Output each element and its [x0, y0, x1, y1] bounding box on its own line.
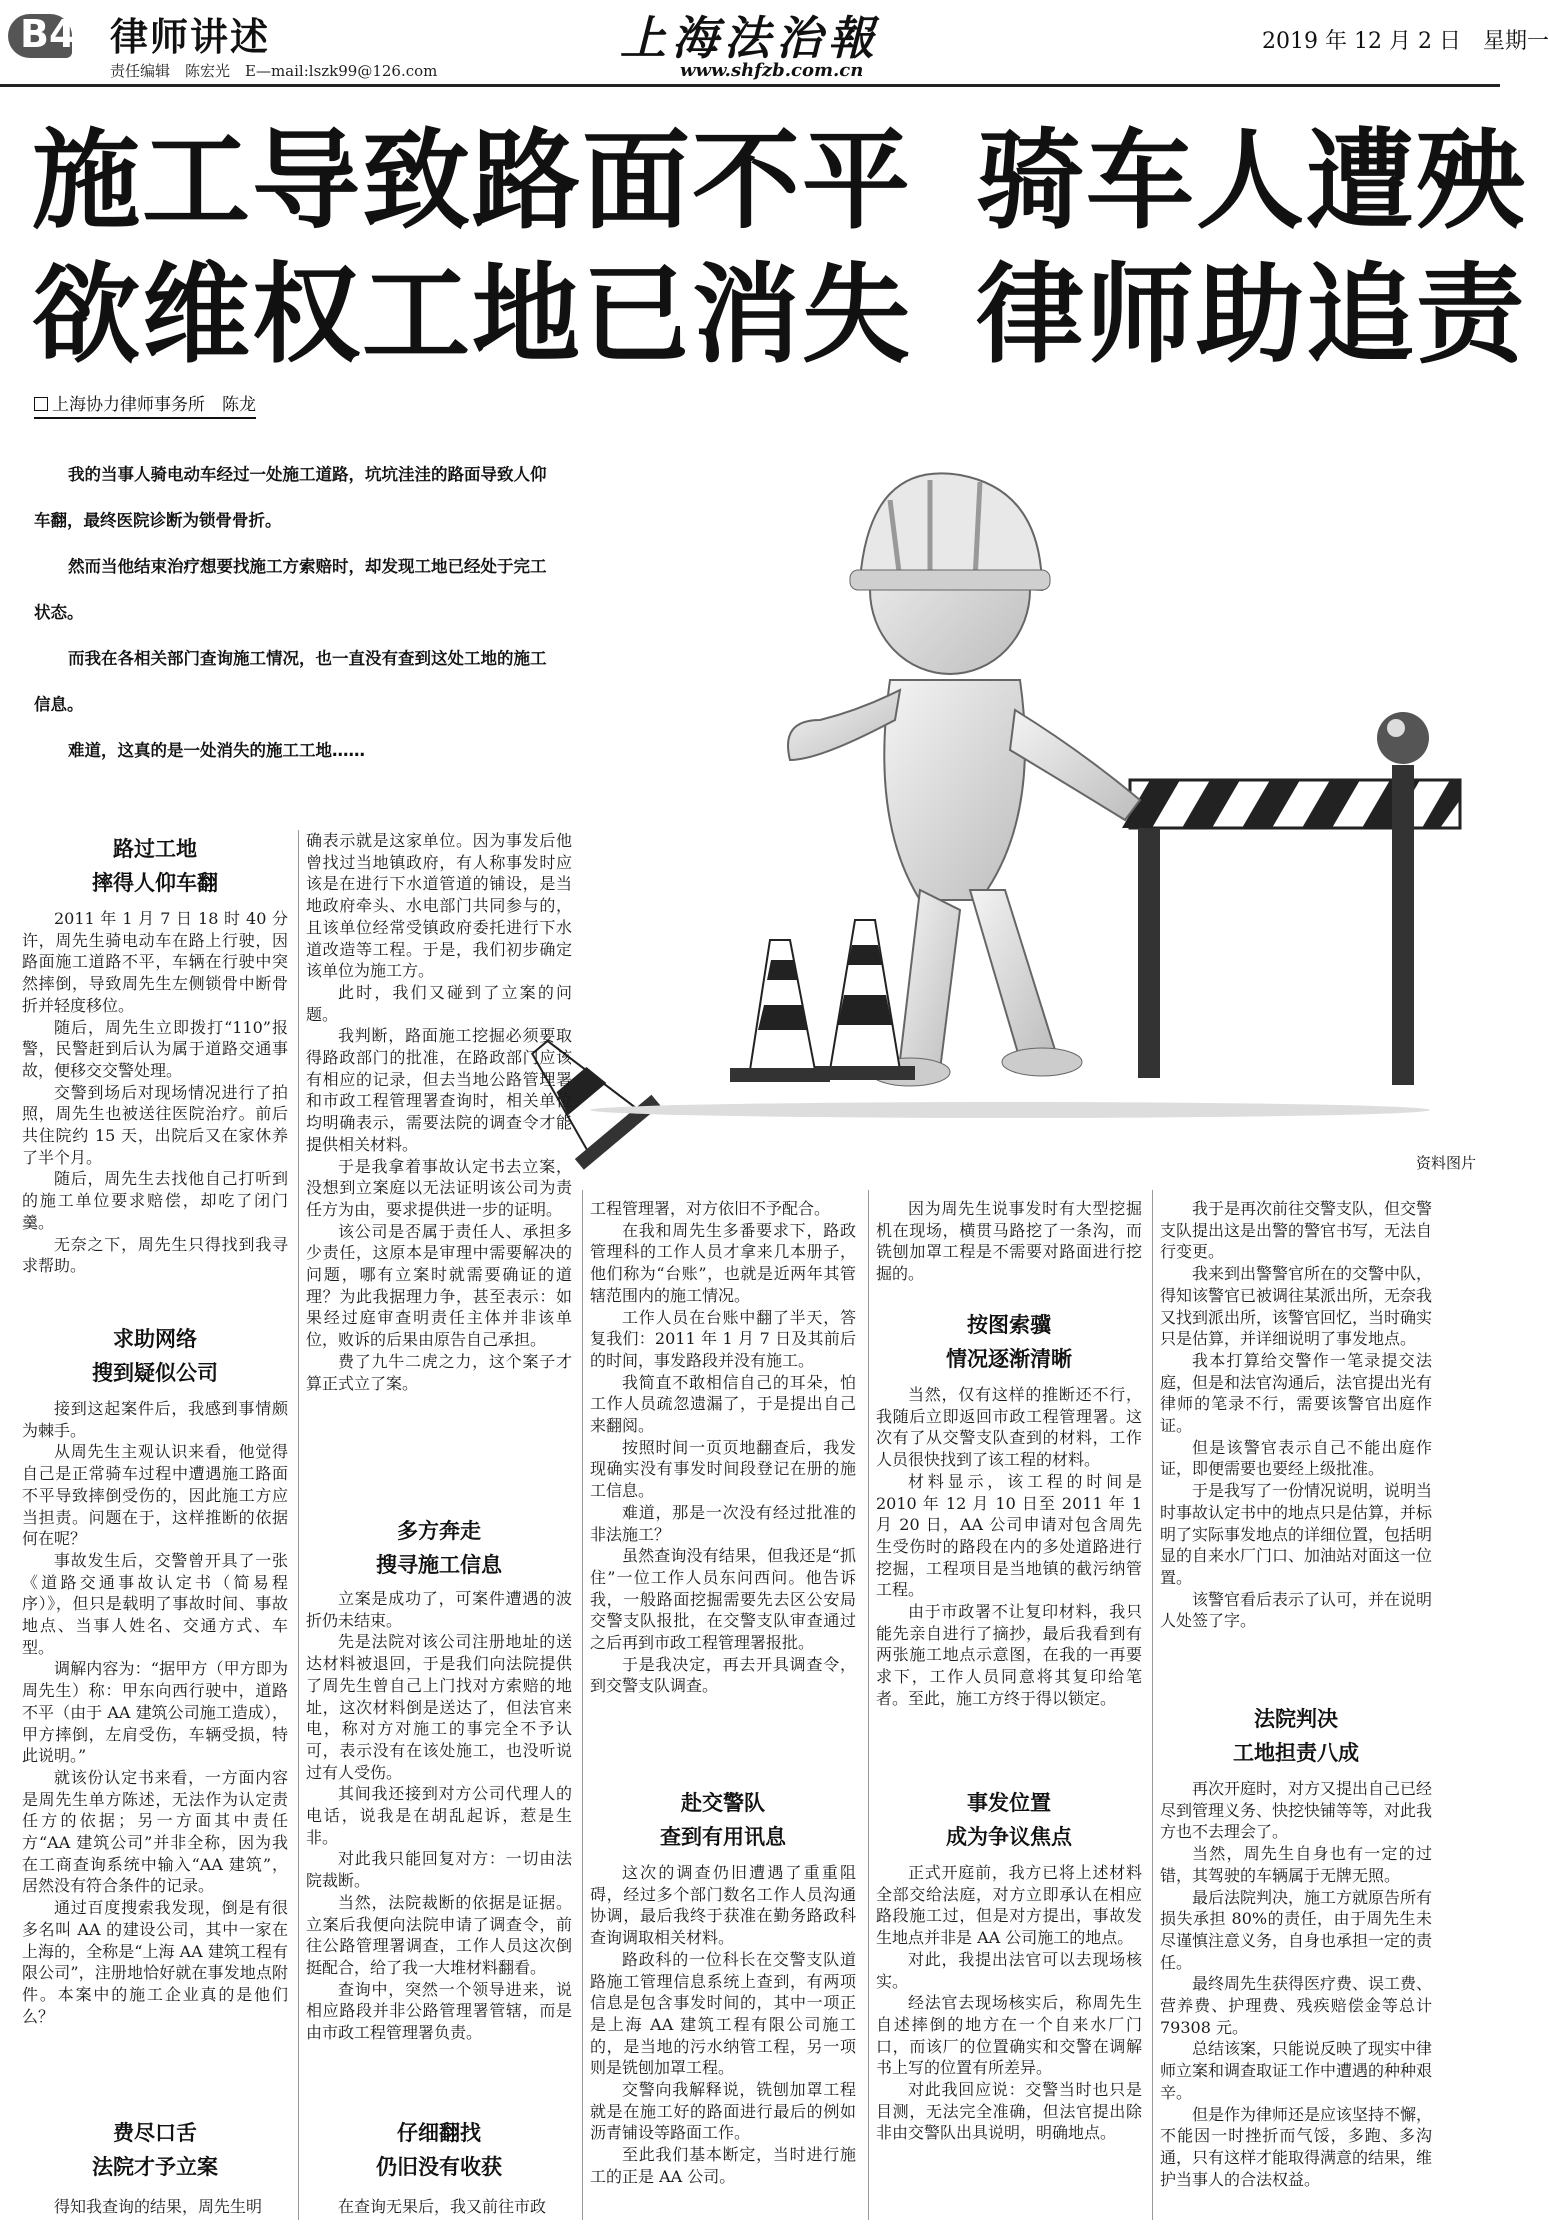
intro-paragraph: 然而当他结束治疗想要找施工方索赔时，却发现工地已经处于完工状态。 — [34, 557, 547, 622]
subheading-line: 费尽口舌 — [113, 2121, 197, 2145]
paragraph: 对此，我提出法官可以去现场核实。 — [876, 1949, 1142, 1991]
worker-figure — [788, 473, 1140, 1086]
subheading-line: 工地担责八成 — [1233, 1741, 1359, 1765]
paragraph: 工程管理署，对方依旧不予配合。 — [590, 1199, 831, 1218]
subheading-line: 仍旧没有收获 — [376, 2155, 502, 2179]
paragraph: 随后，周先生立即拨打“110”报警，民警赶到后认为属于道路交通事故，便移交交警处理。 — [22, 1017, 288, 1080]
paragraph: 于是我拿着事故认定书去立案，没想到立案庭以无法证明该公司为责任方为由，要求提供进一步的证明。 — [306, 1156, 572, 1219]
paragraph: 于是我决定，再去开具调查令，到交警支队调查。 — [590, 1654, 856, 1696]
issue-date: 2019 年 12 月 2 日 星期一 — [1262, 29, 1549, 54]
column-divider — [298, 830, 299, 2220]
paragraph: 交警向我解释说，铣刨加罩工程就是在施工好的路面进行最后的例如沥青铺设等路面工作。 — [590, 2080, 856, 2143]
paragraph: 当然，周先生自身也有一定的过错，其驾驶的车辆属于无牌无照。 — [1160, 1844, 1432, 1885]
section-title: 律师讲述 — [110, 15, 271, 59]
paragraph: 这次的调查仍旧遭遇了重重阻碍，经过多个部门数名工作人员沟通协调，最后我终于获准在勤务路政科查询调取相关材料。 — [590, 1863, 856, 1948]
paragraph: 在查询无果后，我又前往市政 — [338, 2197, 547, 2216]
column-1-end — [22, 2196, 288, 2218]
paragraph: 接到这起案件后，我感到事情颇为棘手。 — [22, 1399, 288, 1440]
subheading-line: 成为争议焦点 — [946, 1825, 1072, 1849]
editor-line: 责任编辑 陈宏光 E—mail:lszk99@126.com — [110, 62, 438, 80]
column-4-end — [876, 1862, 1142, 2144]
traffic-cone-icon — [730, 940, 830, 1082]
intro-paragraph: 难道，这真的是一处消失的施工工地…… — [68, 741, 365, 760]
byline-box-icon — [34, 397, 48, 411]
paragraph: 此时，我们又碰到了立案的问题。 — [306, 982, 572, 1024]
subheading — [22, 832, 288, 900]
subheading-line: 法院才予立案 — [92, 2155, 218, 2179]
page-number: B4 — [20, 12, 76, 56]
subheading-line: 查到有用讯息 — [660, 1825, 786, 1849]
subheading — [22, 2116, 288, 2184]
subheading-line: 事发位置 — [967, 1791, 1051, 1815]
paragraph: 对此我回应说：交警当时也只是目测，无法完全准确，但法官提出除非由交警队出具说明，明确地点。 — [876, 2080, 1142, 2143]
paragraph: 调解内容为：“据甲方（甲方即为周先生）称：甲东向西行驶中，道路不平（由于 AA 建筑公司施工造成），甲方摔倒，左肩受伤，车辆受损，特此说明。” — [22, 1659, 288, 1766]
paragraph: 当然，仅有这样的推断还不行，我随后立即返回市政工程管理署。这次有了从交警支队查到的材料，工作人员很快找到了该工程的材料。 — [876, 1385, 1142, 1470]
paragraph: 再次开庭时，对方又提出自己已经尽到管理义务、快挖快铺等等，对此我方也不去理会了。 — [1160, 1779, 1433, 1842]
paragraph: 至此我们基本断定，当时进行施工的正是 AA 公司。 — [590, 2145, 856, 2186]
paragraph: 于是我写了一份情况说明，说明当时事故认定书中的地点只是估算，并标明了实际事发地点的详细位置，包括明显的自来水厂门口、加油站对面这一位置。 — [1160, 1481, 1433, 1587]
paragraph: 其间我还接到对方公司代理人的电话，说我是在胡乱起诉，惹是生非。 — [306, 1784, 572, 1847]
subheading — [1160, 1702, 1432, 1770]
subheading-line: 摔得人仰车翻 — [92, 871, 218, 895]
subheading — [876, 1786, 1142, 1854]
paragraph: 但是该警官表示自己不能出庭作证，即便需要也要经上级批准。 — [1160, 1437, 1432, 1479]
paragraph: 事故发生后，交警曾开具了一张《道路交通事故认定书（简易程序）》，但只是载明了事故时间、事故地点、当事人姓名、交通方式、车型。 — [22, 1550, 288, 1657]
column-1 — [22, 908, 288, 1277]
paragraph: 按照时间一页页地翻查后，我发现确实没有事发时间段登记在册的施工信息。 — [590, 1437, 856, 1501]
column-3 — [590, 1198, 856, 1697]
paragraph: 就该份认定书来看，一方面内容是周先生单方陈述，无法作为认定责任方的依据；另一方面其中责任方“AA 建筑公司”并非全称，因为我在工商查询系统中输入“AA 建筑”，居然没有符合条件的记录。 — [22, 1767, 288, 1896]
paragraph: 随后，周先生去找他自己打听到的施工单位要求赔偿，却吃了闭门羹。 — [22, 1169, 288, 1232]
paragraph: 最终周先生获得医疗费、误工费、营养费、护理费、残疾赔偿金等总计 79308 元。 — [1160, 1974, 1433, 2037]
headline-line-1 — [32, 119, 1527, 244]
column-divider — [582, 1190, 583, 2220]
newspaper-logo: 上海法治報 — [620, 11, 880, 65]
headline-part: 欲维权工地已消失 — [32, 253, 913, 378]
column-2-end — [306, 2196, 572, 2218]
column-4-cont — [876, 1384, 1142, 1710]
subheading-line: 按图索骥 — [967, 1313, 1051, 1337]
subheading — [306, 1514, 572, 1582]
column-5-cont — [1160, 1778, 1432, 2190]
paragraph: 2011 年 1 月 7 日 18 时 40 分许，周先生骑电动车在路上行驶，因路面施工道路不平，车辆在行驶中突然摔倒，导致周先生左侧锁骨中断骨折并轻度移位。 — [22, 909, 288, 1015]
road-barrier-icon — [1122, 712, 1460, 1085]
byline-text: 上海协力律师事务所 陈龙 — [52, 395, 256, 415]
column-2 — [306, 830, 572, 1394]
paragraph: 我判断，路面施工挖掘必须要取得路政部门的批准，在路政部门应该有相应的记录，但去当地公路管理署和市政工程管理署查询时，相关单位均明确表示，需要法院的调查令才能提供相关材料。 — [306, 1026, 572, 1154]
masthead-rule — [0, 84, 1500, 87]
subheading — [306, 2116, 572, 2184]
paragraph: 对此我只能回复对方：一切由法院裁断。 — [306, 1849, 572, 1891]
headline-line-2 — [32, 253, 1527, 378]
paragraph: 最后法院判决，施工方就原告所有损失承担 80%的责任，由于周先生未尽谨慎注意义务，自身也承担一定的责任。 — [1160, 1887, 1433, 1972]
subheading-line: 路过工地 — [113, 837, 197, 861]
column-5 — [1160, 1198, 1432, 1632]
paragraph: 我本打算给交警作一笔录提交法庭，但是和法官沟通后，法官提出光有律师的笔录不行，需要该警官出庭作证。 — [1160, 1350, 1433, 1436]
intro-paragraph: 而我在各相关部门查询施工情况，也一直没有查到这处工地的施工信息。 — [34, 649, 547, 714]
subheading — [22, 1322, 288, 1390]
column-divider — [1152, 1190, 1153, 2220]
paragraph: 正式开庭前，我方已将上述材料全部交给法庭，对方立即承认在相应路段施工过，但是对方提出，事故发生地点并非是 AA 公司施工的地点。 — [876, 1863, 1142, 1948]
column-divider — [868, 1190, 869, 2220]
column-3-cont — [590, 1862, 856, 2188]
paragraph: 我来到出警警官所在的交警中队，得知该警官已被调往某派出所，无奈我又找到派出所，该警官回忆，当时确实只是估算，并详细说明了事发地点。 — [1160, 1264, 1433, 1349]
column-4 — [876, 1198, 1142, 1285]
paragraph: 路政科的一位科长在交警支队道路施工管理信息系统上查到，有两项信息是包含事发时间的，其中一项正是上海 AA 建筑工程有限公司施工的，是当地的污水纳管工程，另一项则是铣刨加罩工程。 — [590, 1949, 856, 2078]
paragraph: 费了九牛二虎之力，这个案子才算正式立了案。 — [306, 1351, 572, 1393]
subheading-line: 情况逐渐清晰 — [946, 1347, 1072, 1371]
paragraph: 经法官去现场核实后，称周先生自述摔倒的地方在一个自来水厂门口，而该厂的位置确实和交警在调解书上写的位置有所差异。 — [876, 1993, 1142, 2078]
paragraph: 我于是再次前往交警支队，但交警支队提出这是出警的警官书写，无法自行变更。 — [1160, 1199, 1433, 1262]
subheading-line: 搜寻施工信息 — [376, 1553, 502, 1577]
paragraph: 无奈之下，周先生只得找到我寻求帮助。 — [22, 1234, 288, 1276]
subheading-line: 搜到疑似公司 — [92, 1361, 218, 1385]
paragraph: 材料显示，该工程的时间是 2010 年 12 月 10 日至 2011 年 1 月 20 日，AA 公司申请对包含周先生受伤时的路段在内的多处道路进行挖掘，工程项目是当地镇的截污纳管工程。 — [876, 1471, 1142, 1600]
paragraph: 由于市政署不让复印材料，我只能先亲自进行了摘抄，最后我看到有两张施工地点示意图，在我的一再要求下，工作人员同意将其复印给笔者。至此，施工方终于得以锁定。 — [876, 1602, 1142, 1708]
page-number-badge — [8, 6, 76, 58]
intro-block — [34, 452, 554, 774]
intro-paragraph: 我的当事人骑电动车经过一处施工道路，坑坑洼洼的路面导致人仰车翻，最终医院诊断为锁骨骨折。 — [34, 465, 547, 530]
paragraph: 虽然查询没有结果，但我还是“抓住”一位工作人员东问西问。他告诉我，一般路面挖掘需要先去区公安局交警支队报批，在交警支队审查通过之后再到市政工程管理署报批。 — [590, 1546, 856, 1653]
paragraph: 在我和周先生多番要求下，路政管理科的工作人员才拿来几本册子，他们称为“台账”，也就是近两年其管辖范围内的施工情况。 — [590, 1220, 856, 1305]
paragraph: 通过百度搜索我发现，倒是有很多名叫 AA 的建设公司，其中一家在上海的，全称是“上海 AA 建筑工程有限公司”，注册地恰好就在事发地点附件。本案中的施工企业真的是他们么？ — [22, 1898, 288, 2026]
paragraph: 工作人员在台账中翻了半天，答复我们：2011 年 1 月 7 日及其前后的时间，事发路段并没有施工。 — [590, 1307, 856, 1370]
headline-part: 律师助追责 — [976, 253, 1527, 378]
construction-worker-figure-icon — [780, 420, 1480, 1120]
paragraph: 先是法院对该公司注册地址的送达材料被退回，于是我们向法院提供了周先生曾自己上门找对方索赔的地址，这次材料倒是送达了，但法官来电，称对方对施工的事完全不予认可，表示没有在该处施工，也没听说过有人受伤。 — [306, 1632, 572, 1782]
paragraph: 查询中，突然一个领导进来，说相应路段并非公路管理署管辖，而是由市政工程管理署负责。 — [306, 1979, 572, 2043]
paragraph: 我简直不敢相信自己的耳朵，怕工作人员疏忽遗漏了，于是提出自己来翻阅。 — [590, 1372, 856, 1436]
paragraph: 该公司是否属于责任人、承担多少责任，这原本是审理中需要解决的问题，哪有立案时就需要确证的道理？为此我据理力争，甚至表示：如果经过庭审查明责任主体并非该单位，败诉的后果由原告自己承担。 — [306, 1221, 572, 1350]
paragraph: 从周先生主观认识来看，他觉得自己是正常骑车过程中遭遇施工路面不平导致摔倒受伤的，因此施工方应当担责。问题在于，这样推断的依据何在呢？ — [22, 1442, 288, 1549]
subheading — [876, 1308, 1142, 1376]
column-1-cont — [22, 1398, 288, 2027]
paragraph: 得知我查询的结果，周先生明 — [54, 2197, 263, 2216]
subheading-line: 仔细翻找 — [397, 2121, 481, 2145]
subheading-line: 求助网络 — [113, 1327, 197, 1351]
byline — [34, 390, 256, 419]
paragraph: 确表示就是这家单位。因为事发后他曾找过当地镇政府，有人称事发时应该是在进行下水道管道的铺设，是当地政府牵头、水电部门共同参与的，且该单位经常受镇政府委托进行下水道改造等工程。于是，我们初步确定该单位为施工方。 — [306, 831, 572, 981]
headline-part: 骑车人遭殃 — [976, 119, 1527, 244]
paragraph: 总结该案，只能说反映了现实中律师立案和调查取证工作中遭遇的种种艰辛。 — [1160, 2039, 1433, 2102]
newspaper-url: www.shfzb.com.cn — [680, 60, 864, 81]
column-2-cont — [306, 1588, 572, 2044]
paragraph: 交警到场后对现场情况进行了拍照，周先生也被送往医院治疗。前后共住院约 15 天，出院后又在家休养了半个月。 — [22, 1082, 288, 1167]
subheading-line: 多方奔走 — [397, 1519, 481, 1543]
paragraph: 因为周先生说事发时有大型挖掘机在现场，横贯马路挖了一条沟，而铣刨加罩工程是不需要对路面进行挖掘的。 — [876, 1199, 1142, 1284]
subheading-line: 法院判决 — [1254, 1707, 1338, 1731]
paragraph: 当然，法院裁断的依据是证据。立案后我便向法院申请了调查令，前往公路管理署调查，工作人员这次倒挺配合，给了我一大堆材料翻看。 — [306, 1892, 572, 1977]
headline-part: 施工导致路面不平 — [32, 119, 913, 244]
paragraph: 难道，那是一次没有经过批准的非法施工？ — [590, 1502, 856, 1544]
photo-credit: 资料图片 — [1416, 1154, 1477, 1172]
subheading — [590, 1786, 856, 1854]
paragraph: 但是作为律师还是应该坚持不懈，不能因一时挫折而气馁，多跑、多沟通，只有这样才能取得满意的结果，维护当事人的合法权益。 — [1160, 2104, 1433, 2189]
paragraph: 该警官看后表示了认可，并在说明人处签了字。 — [1160, 1589, 1433, 1631]
paragraph: 立案是成功了，可案件遭遇的波折仍未结束。 — [306, 1589, 572, 1630]
subheading-line: 赴交警队 — [681, 1791, 765, 1815]
